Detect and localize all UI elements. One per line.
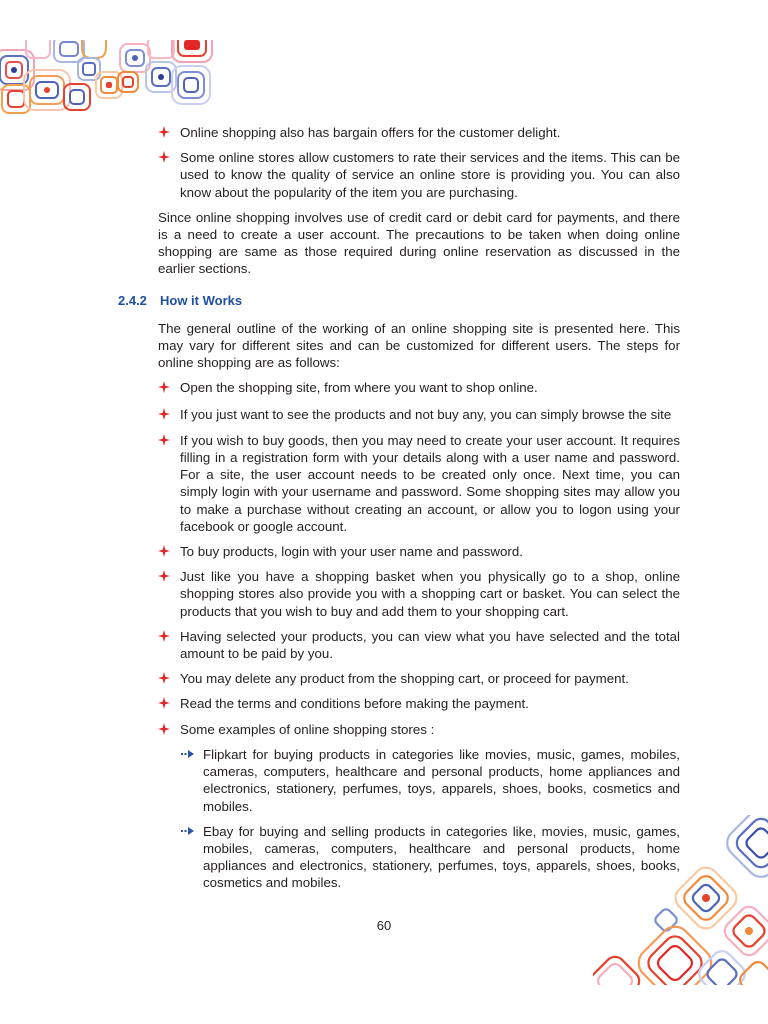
list-item [158,149,680,201]
four-point-star-icon [158,434,170,446]
list-item-text: If you wish to buy goods, then you may need to create your user account. It requires filling in a registration form with your details along with a user name and password. For a site, the user account needs to be created only once. Next time, you can simply login with your username and password. Some shopping sites may allow you to make a purchase without creating an account, or allow you to logon using your facebook or google account. [180,432,680,534]
four-point-star-icon [158,408,170,420]
decorative-pattern-bottom [593,815,768,985]
section-heading [118,292,680,309]
list-item-text: Online shopping also has bargain offers for the customer delight. [180,125,561,140]
list-item [158,379,680,396]
list-item [158,432,680,535]
list-item [158,406,680,423]
decorative-pattern-top [0,40,215,115]
list-item [158,543,680,560]
four-point-star-icon [158,697,170,709]
section-number: 2.4.2 [118,292,147,308]
list-item-text: Just like you have a shopping basket when you physically go to a shop, online shopping stores also provide you with a shopping cart or basket. You can select the products that you wish to buy and add them to your shopping cart. [180,569,680,619]
list-item-text: Flipkart for buying products in categories like movies, music, games, mobiles, cameras, computers, healthcare and personal products, home appliances and electronics, stationery, perfumes, toys, apparels, shoes, books, cosmetics and mobiles. [203,746,680,814]
four-point-star-icon [158,381,170,393]
paragraph-precautions: Since online shopping involves use of credit card or debit card for payments, and there is a need to create a user account. The precautions to be taken when doing online shopping are same as those required during online reservation as discussed in the earlier sections. [158,209,680,277]
list-item-text: Some online stores allow customers to rate their services and the items. This can be used to know the quality of service an online store is providing you. You can also know about the popularity of the item you are purchasing. [180,150,680,200]
list-item [158,568,680,620]
list-item-text: Having selected your products, you can view what you have selected and the total amount to be paid by you. [180,628,680,662]
four-point-star-icon [158,723,170,735]
four-point-star-icon [158,151,170,163]
page-number: 60 [376,918,392,933]
list-item-text: Ebay for buying and selling products in categories like, movies, music, games, mobiles, cameras, computers, healthcare and personal products, home appliances and electronics, stationery, perfumes, toys, apparels, shoes, books, cosmetics and mobiles. [203,823,680,891]
section-title: How it Works [160,292,243,308]
list-item-text: Open the shopping site, from where you want to shop online. [180,380,538,396]
four-point-star-icon [158,545,170,557]
four-point-star-icon [158,126,170,138]
list-item-text: Read the terms and conditions before making the payment. [180,696,529,712]
double-arrow-icon [180,826,195,836]
bullet-list-intro [158,124,680,201]
list-item-text: To buy products, login with your user name and password. [180,544,523,560]
list-item-text: Some examples of online shopping stores : [180,721,435,737]
page-body [118,124,680,892]
list-item-text: If you just want to see the products and not buy any, you can simply browse the site [180,406,672,422]
four-point-star-icon [158,672,170,684]
list-item [158,670,680,687]
four-point-star-icon [158,630,170,642]
list-item [158,628,680,662]
list-item [158,695,680,712]
list-item-text: You may delete any product from the shopping cart, or proceed for payment. [180,671,629,687]
four-point-star-icon [158,570,170,582]
paragraph-outline: The general outline of the working of an online shopping site is presented here. This may vary for different sites and can be customized for different users. The steps for online shopping are as follows: [158,320,680,371]
double-arrow-icon [180,749,195,759]
list-item [158,124,680,141]
list-item [180,746,680,815]
